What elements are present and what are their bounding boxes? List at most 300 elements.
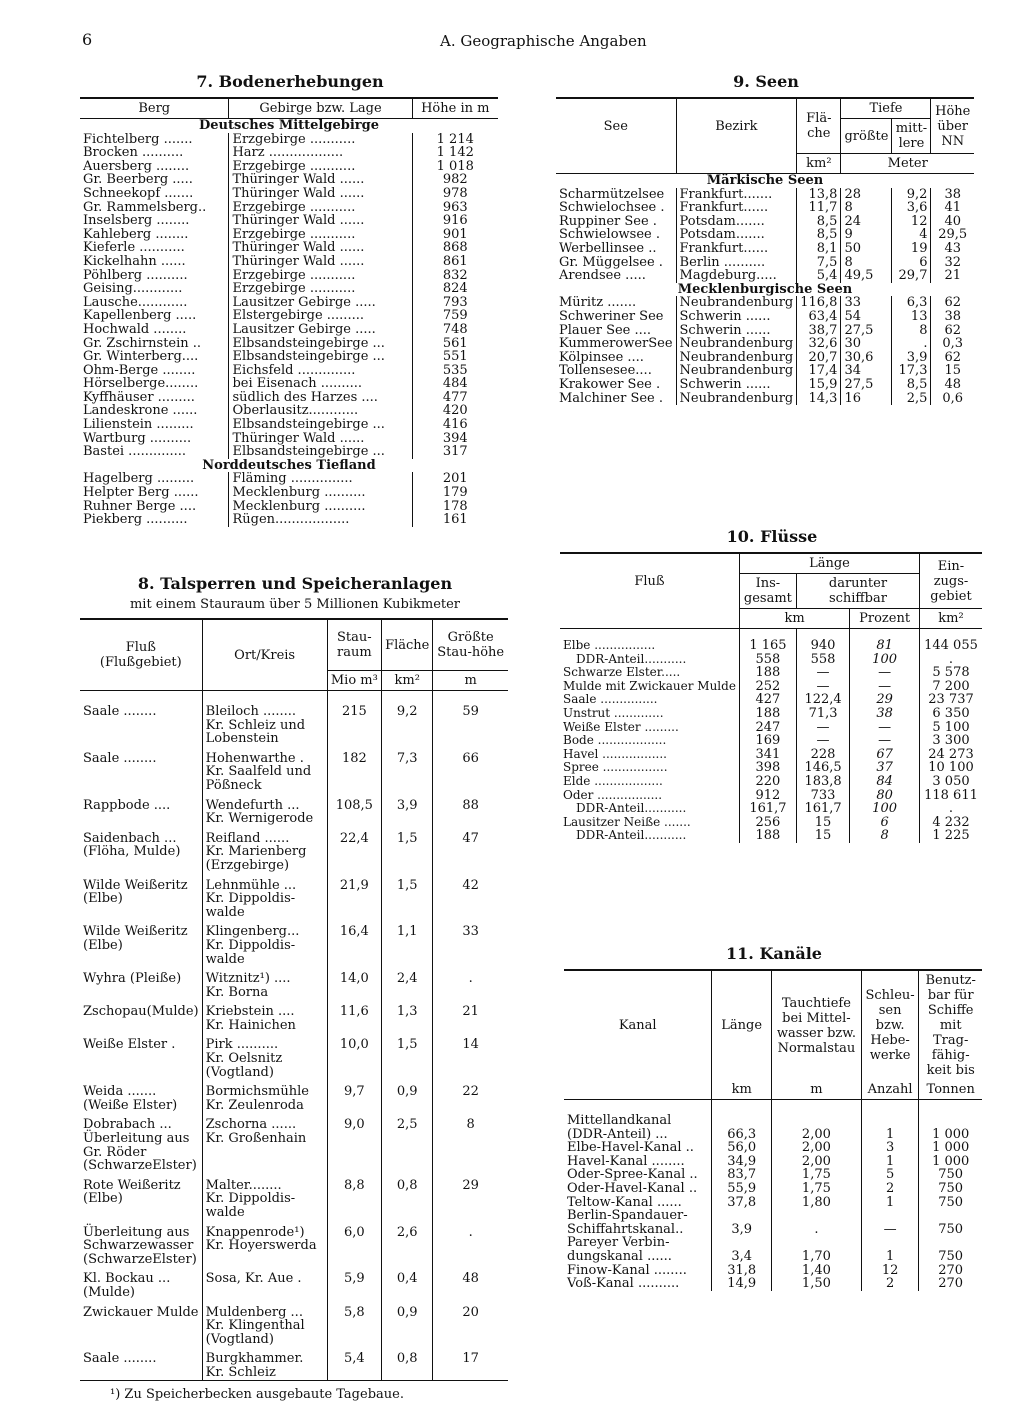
see-groesste-tiefe: 30 <box>841 337 892 351</box>
kanal-tauchtiefe: 2,00 <box>771 1100 861 1142</box>
see-hoehe-nn: 32 <box>944 254 961 270</box>
talsperre-flaeche: 2,5 <box>382 1112 433 1172</box>
see-groesste-tiefe: 49,5 <box>841 269 892 283</box>
talsperre-fluss-line: Saale ........ <box>83 1351 157 1367</box>
see-bezirk: Neubrandenburg <box>676 296 797 310</box>
table-row <box>556 269 974 283</box>
table-row <box>80 432 498 446</box>
fluss-name: DDR-Anteil........... <box>560 653 739 667</box>
table-row <box>560 707 982 721</box>
talsperre-ort-line: Kr. Klingenthal <box>205 1318 305 1334</box>
fluss-name: DDR-Anteil........... <box>560 802 739 816</box>
talsperre-fluss <box>80 1112 202 1172</box>
see-name: Scharmützelsee <box>556 188 676 202</box>
talsperre-stauhoehe: . <box>468 971 473 987</box>
see-groesste-tiefe: 33 <box>841 296 892 310</box>
talsperre-ort <box>202 873 327 920</box>
table-row <box>80 418 498 432</box>
table-row <box>80 404 498 418</box>
kanal-laenge: 55,9 <box>712 1182 772 1196</box>
see-hoehe-nn: 38 <box>944 186 961 202</box>
talsperre-fluss <box>80 1300 202 1347</box>
see-groesste-tiefe: 8 <box>841 256 892 270</box>
see-mittlere-tiefe: 6,3 <box>892 296 931 310</box>
kanal-name-line: Berlin-Spandauer- <box>567 1208 688 1224</box>
see-groesste-tiefe: 24 <box>841 215 892 229</box>
berg-hoehe: 394 <box>412 432 498 446</box>
talsperre-fluss-line: (Mulde) <box>83 1284 135 1300</box>
fluss-laenge-schiffbar: 71,3 <box>796 707 849 721</box>
fluss-laenge-schiffbar: 228 <box>796 748 849 762</box>
col-header-schleusen: Schleu-sen bzw. Hebe-werke <box>861 970 919 1080</box>
berg-hoehe: 201 <box>412 472 498 486</box>
table-row <box>556 215 974 229</box>
talsperre-stauhoehe: 48 <box>462 1271 479 1287</box>
talsperre-fluss-line: Saale ........ <box>83 750 157 766</box>
fluss-laenge-schiffbar: 733 <box>796 789 849 803</box>
talsperre-stauhoehe: 14 <box>462 1037 479 1053</box>
table-row <box>80 323 498 337</box>
berg-hoehe: 561 <box>412 337 498 351</box>
berg-name: Gr. Beerberg ..... <box>83 172 193 188</box>
kanal-tonnen: 1 000 <box>932 1140 970 1156</box>
see-hoehe-nn: 62 <box>944 322 961 338</box>
see-groesste-tiefe: 8 <box>841 201 892 215</box>
group-header: Mecklenburgische Seen <box>677 281 853 297</box>
table-row <box>80 691 508 746</box>
see-groesste-tiefe: 54 <box>841 310 892 324</box>
fluss-laenge-schiffbar: — <box>796 680 849 694</box>
table-row <box>80 486 498 500</box>
see-flaeche: 14,3 <box>797 392 841 406</box>
berg-name: Schneekopf ....... <box>83 185 194 201</box>
talsperre-ort <box>202 1032 327 1079</box>
berg-lage: Mecklenburg .......... <box>229 486 412 500</box>
talsperre-fluss-line: Schwarzewasser <box>83 1238 194 1254</box>
table-row <box>560 789 982 803</box>
talsperre-stauhoehe: 42 <box>462 877 479 893</box>
unit-meter: Meter <box>841 154 974 174</box>
talsperre-ort-line: Muldenberg ... <box>205 1304 303 1320</box>
talsperre-fluss-line: Zschopau(Mulde) <box>83 1004 199 1020</box>
table-row <box>564 1209 982 1236</box>
kanal-laenge: 31,8 <box>712 1264 772 1278</box>
talsperre-stauraum: 9,7 <box>327 1079 381 1112</box>
talsperre-stauraum: 10,0 <box>327 1032 381 1079</box>
talsperre-ort <box>202 1173 327 1220</box>
kanal-name <box>564 1264 712 1278</box>
table-row <box>80 1220 508 1267</box>
talsperre-ort-line: Pirk .......... <box>205 1037 279 1053</box>
table-row <box>80 296 498 310</box>
talsperre-fluss <box>80 999 202 1032</box>
see-name: Plauer See .... <box>556 324 676 338</box>
see-bezirk: Neubrandenburg <box>676 351 797 365</box>
fluesse-table <box>560 552 982 843</box>
section-bodenerhebungen <box>80 72 500 527</box>
berg-lage: Elbsandsteingebirge ... <box>229 350 412 364</box>
talsperre-stauhoehe: 22 <box>462 1084 479 1100</box>
talsperre-fluss-line: Weida ....... <box>83 1084 157 1100</box>
talsperre-ort-line: Kr. Dippoldis- <box>205 937 296 953</box>
kanal-name-line: Oder-Spree-Kanal .. <box>567 1167 698 1183</box>
talsperre-flaeche: 1,1 <box>382 919 433 966</box>
table-row <box>80 241 498 255</box>
berg-lage: Erzgebirge ........... <box>229 133 412 147</box>
group-header: Märkische Seen <box>706 173 824 188</box>
see-hoehe-nn: 41 <box>944 200 961 216</box>
berg-lage: Thüringer Wald ...... <box>229 255 412 269</box>
table-row <box>80 391 498 405</box>
see-hoehe-nn: 21 <box>944 268 961 284</box>
see-name: Malchiner See . <box>556 392 676 406</box>
talsperre-ort-line: Kr. Saalfeld und <box>205 764 312 780</box>
unit-m: m <box>771 1080 861 1100</box>
berg-name: Fichtelberg ....... <box>83 131 193 147</box>
talsperre-ort-line: Kriebstein .... <box>205 1004 295 1020</box>
see-mittlere-tiefe: 12 <box>892 215 931 229</box>
talsperre-flaeche: 0,9 <box>382 1300 433 1347</box>
table-row <box>564 1236 982 1263</box>
talsperre-stauraum: 14,0 <box>327 966 381 999</box>
table-row <box>80 1079 508 1112</box>
col-header-stauraum: Stau-raum <box>327 619 381 671</box>
berg-hoehe: 1 142 <box>412 146 498 160</box>
talsperre-fluss <box>80 746 202 793</box>
unit-flaeche: km² <box>382 671 433 691</box>
fluss-einzugsgebiet: 3 300 <box>932 733 970 749</box>
kanal-schleusen: 1 <box>861 1155 919 1169</box>
table-row <box>80 146 498 160</box>
kanal-laenge: 14,9 <box>712 1277 772 1291</box>
talsperre-ort-line: Kr. Hainichen <box>205 1017 296 1033</box>
talsperre-ort-line: Kr. Wernigerode <box>205 811 314 827</box>
talsperre-ort <box>202 919 327 966</box>
kanal-tauchtiefe: 1,70 <box>771 1236 861 1263</box>
talsperre-ort-line: Kr. Großenhain <box>205 1131 307 1147</box>
berg-name: Pöhlberg .......... <box>83 267 188 283</box>
see-name: Krakower See . <box>556 378 676 392</box>
table-row <box>560 802 982 816</box>
fluss-einzugsgebiet: 5 100 <box>932 719 970 735</box>
berg-name: Lausche............ <box>83 294 188 310</box>
col-header-ort: Ort/Kreis <box>202 619 327 691</box>
talsperre-fluss-line: Weiße Elster . <box>83 1037 176 1053</box>
talsperre-flaeche: 1,5 <box>382 1032 433 1079</box>
see-name: Gr. Müggelsee . <box>556 256 676 270</box>
talsperre-fluss <box>80 826 202 873</box>
col-header-fluss: Fluß (Flußgebiet) <box>80 619 202 691</box>
see-bezirk: Frankfurt...... <box>676 201 797 215</box>
kanal-laenge: 83,7 <box>712 1168 772 1182</box>
col-header-insgesamt: Ins-gesamt <box>739 574 796 609</box>
fluss-schiffbar-prozent: 80 <box>850 789 920 803</box>
berg-lage: Erzgebirge ........... <box>229 228 412 242</box>
table-row <box>556 201 974 215</box>
berg-hoehe: 178 <box>412 500 498 514</box>
kanal-tonnen: 270 <box>938 1276 964 1292</box>
unit-see-blank <box>556 154 676 174</box>
table-row <box>556 256 974 270</box>
table-row <box>80 746 508 793</box>
kanal-laenge: 37,8 <box>712 1196 772 1210</box>
kanal-name-line: Elbe-Havel-Kanal .. <box>567 1140 694 1156</box>
fluss-name: Unstrut ............. <box>560 707 739 721</box>
berg-lage: Erzgebirge ........... <box>229 160 412 174</box>
see-hoehe-nn: 38 <box>944 308 961 324</box>
talsperre-stauraum: 5,8 <box>327 1300 381 1347</box>
fluss-name: Bode .................. <box>560 734 739 748</box>
berg-name: Kieferle ........... <box>83 240 185 256</box>
talsperre-stauraum: 215 <box>327 691 381 746</box>
berg-name: Hörselberge........ <box>83 376 199 392</box>
see-mittlere-tiefe: 8,5 <box>892 378 931 392</box>
col-header-stauhoehe: Größte Stau-höhe <box>437 630 505 660</box>
berg-name: Brocken .......... <box>83 145 184 161</box>
table-row <box>556 296 974 310</box>
kanal-schleusen: 1 <box>861 1236 919 1263</box>
kanal-tauchtiefe: . <box>771 1209 861 1236</box>
kanal-schleusen: 12 <box>861 1264 919 1278</box>
fluss-laenge-insgesamt: 252 <box>739 680 796 694</box>
berg-name: Gr. Zschirnstein .. <box>83 335 202 351</box>
berg-lage: Erzgebirge ........... <box>229 201 412 215</box>
talsperre-ort-line: Sosa, Kr. Aue . <box>205 1271 302 1287</box>
table-row <box>80 999 508 1032</box>
kanal-name <box>564 1168 712 1182</box>
berg-lage: Rügen.................. <box>229 513 412 527</box>
col-header-bezirk: Bezirk <box>676 98 797 154</box>
see-bezirk: Potsdam....... <box>676 228 797 242</box>
fluss-schiffbar-prozent: 6 <box>850 816 920 830</box>
talsperre-stauhoehe: 8 <box>466 1117 475 1133</box>
talsperre-flaeche: 1,3 <box>382 999 433 1032</box>
berg-name: Kahleberg ........ <box>83 226 189 242</box>
table-row <box>80 793 508 826</box>
footnote: ¹) Zu Speicherbecken ausgebaute Tagebaue. <box>110 1386 404 1402</box>
group-header: Deutsches Mittelgebirge <box>199 118 379 133</box>
page-header: A. Geographische Angaben <box>440 32 647 50</box>
talsperre-ort-line: Lobenstein <box>205 731 279 747</box>
fluss-name: Elde .................. <box>560 775 739 789</box>
talsperre-stauraum: 8,8 <box>327 1173 381 1220</box>
berg-lage: Elstergebirge ......... <box>229 309 412 323</box>
fluss-laenge-insgesamt: 220 <box>739 775 796 789</box>
berg-hoehe: 551 <box>412 350 498 364</box>
fluss-laenge-insgesamt: 161,7 <box>739 802 796 816</box>
see-hoehe-nn: 48 <box>944 376 961 392</box>
see-hoehe-nn: 0,3 <box>942 336 964 352</box>
section-talsperren <box>80 574 510 1402</box>
talsperre-fluss-line: Überleitung aus <box>83 1131 190 1147</box>
talsperre-fluss <box>80 966 202 999</box>
kanal-tonnen: 1 000 <box>932 1126 970 1142</box>
table-row <box>560 666 982 680</box>
fluss-laenge-schiffbar: — <box>796 721 849 735</box>
see-mittlere-tiefe: 9,2 <box>892 188 931 202</box>
see-flaeche: 5,4 <box>797 269 841 283</box>
seen-table <box>556 97 974 405</box>
see-bezirk: Magdeburg..... <box>676 269 797 283</box>
section-title: 9. Seen <box>733 72 799 91</box>
kanal-name <box>564 1196 712 1210</box>
unit-bezirk-blank <box>676 154 797 174</box>
table-row <box>80 919 508 966</box>
talsperre-stauhoehe: 47 <box>462 830 479 846</box>
berg-lage: Thüringer Wald ...... <box>229 432 412 446</box>
fluss-name: Havel ................. <box>560 748 739 762</box>
col-header-mittlere: mitt-lere <box>892 119 931 154</box>
see-flaeche: 17,4 <box>797 364 841 378</box>
group-header: Norddeutsches Tiefland <box>202 457 376 473</box>
talsperre-fluss-line: Rote Weißeritz <box>83 1177 181 1193</box>
talsperren-body <box>80 691 508 1381</box>
talsperre-stauraum: 9,0 <box>327 1112 381 1172</box>
berg-lage: Thüringer Wald ...... <box>229 241 412 255</box>
berg-hoehe: 317 <box>412 445 498 459</box>
talsperre-ort-line: Bormichsmühle <box>205 1084 309 1100</box>
berg-name: Wartburg .......... <box>83 430 192 446</box>
talsperre-stauhoehe: 17 <box>462 1351 479 1367</box>
see-flaeche: 116,8 <box>797 296 841 310</box>
section-subtitle: mit einem Stauraum über 5 Millionen Kubikmeter <box>129 597 461 612</box>
fluss-schiffbar-prozent: 8 <box>850 829 920 843</box>
kanal-schleusen: 3 <box>861 1141 919 1155</box>
berg-lage: Fläming ............... <box>229 472 412 486</box>
berg-hoehe: 748 <box>412 323 498 337</box>
berg-hoehe: 824 <box>412 282 498 296</box>
col-header-berg: Berg <box>80 98 229 119</box>
fluss-laenge-insgesamt: 169 <box>739 734 796 748</box>
talsperre-ort-line: walde <box>205 904 245 920</box>
see-groesste-tiefe: 27,5 <box>841 324 892 338</box>
talsperre-fluss-line: (Flöha, Mulde) <box>83 844 181 860</box>
fluss-laenge-schiffbar: 122,4 <box>796 693 849 707</box>
fluss-schiffbar-prozent: 67 <box>850 748 920 762</box>
see-groesste-tiefe: 34 <box>841 364 892 378</box>
section-title: 8. Talsperren und Speicheranlagen <box>137 574 453 593</box>
col-header-tauchtiefe: Tauchtiefe bei Mittel-wasser bzw. Normalstau <box>771 970 861 1080</box>
berg-hoehe: 535 <box>412 364 498 378</box>
see-bezirk: Frankfurt....... <box>676 188 797 202</box>
fluss-laenge-schiffbar: — <box>796 666 849 680</box>
see-flaeche: 38,7 <box>797 324 841 338</box>
fluss-laenge-schiffbar: 15 <box>796 829 849 843</box>
see-hoehe-nn: 62 <box>944 295 961 311</box>
seen-body <box>556 174 974 406</box>
page-number: 6 <box>82 30 93 49</box>
talsperre-stauraum: 5,9 <box>327 1266 381 1299</box>
kanal-schleusen: 1 <box>861 1196 919 1210</box>
talsperre-stauraum: 21,9 <box>327 873 381 920</box>
fluss-laenge-insgesamt: 341 <box>739 748 796 762</box>
fluss-laenge-insgesamt: 912 <box>739 789 796 803</box>
berg-hoehe: 416 <box>412 418 498 432</box>
fluss-schiffbar-prozent: — <box>850 721 920 735</box>
talsperre-ort-line: Hohenwarthe . <box>205 750 304 766</box>
see-groesste-tiefe: 30,6 <box>841 351 892 365</box>
berg-hoehe: 832 <box>412 269 498 283</box>
table-row <box>80 472 498 486</box>
berg-hoehe: 901 <box>412 228 498 242</box>
talsperre-stauraum: 6,0 <box>327 1220 381 1267</box>
fluss-einzugsgebiet: 10 100 <box>928 760 974 776</box>
talsperre-ort <box>202 1112 327 1172</box>
table-row <box>80 500 498 514</box>
berg-hoehe: 477 <box>412 391 498 405</box>
see-bezirk: Frankfurt...... <box>676 242 797 256</box>
talsperre-stauhoehe: 29 <box>462 1177 479 1193</box>
see-groesste-tiefe: 28 <box>841 188 892 202</box>
col-header-hoehe: Höhe in m <box>421 101 490 116</box>
talsperre-flaeche: 0,4 <box>382 1266 433 1299</box>
fluss-einzugsgebiet: 1 225 <box>932 828 970 844</box>
table-row <box>80 1173 508 1220</box>
table-row <box>80 873 508 920</box>
talsperre-fluss-line: Wyhra (Pleiße) <box>83 971 182 987</box>
fluss-name: Weiße Elster ......... <box>560 721 739 735</box>
table-row <box>80 133 498 147</box>
berg-lage: Erzgebirge ........... <box>229 282 412 296</box>
table-row <box>560 829 982 843</box>
fluss-schiffbar-prozent: 38 <box>850 707 920 721</box>
berg-lage: Lausitzer Gebirge ..... <box>229 323 412 337</box>
berg-name: Kickelhahn ...... <box>83 253 186 269</box>
berg-name: Ruhner Berge .... <box>83 498 197 514</box>
berg-lage: Lausitzer Gebirge ..... <box>229 296 412 310</box>
berg-hoehe: 484 <box>412 377 498 391</box>
kanal-tonnen: 750 <box>938 1167 964 1183</box>
see-bezirk: Neubrandenburg <box>676 337 797 351</box>
talsperre-fluss <box>80 1173 202 1220</box>
table-row <box>80 173 498 187</box>
table-row <box>560 653 982 667</box>
see-bezirk: Schwerin ...... <box>676 378 797 392</box>
table-row <box>560 629 982 653</box>
kanal-tonnen: 750 <box>938 1194 964 1210</box>
section-title: 11. Kanäle <box>726 944 822 963</box>
talsperre-flaeche: 2,6 <box>382 1220 433 1267</box>
table-row <box>80 337 498 351</box>
fluss-einzugsgebiet: . <box>948 801 954 817</box>
see-name: Werbellinsee .. <box>556 242 676 256</box>
see-hoehe-nn: 40 <box>944 213 961 229</box>
see-groesste-tiefe: 9 <box>841 228 892 242</box>
kanal-schleusen: — <box>861 1209 919 1236</box>
talsperre-stauraum: 16,4 <box>327 919 381 966</box>
kanal-name <box>564 1277 712 1291</box>
table-row <box>80 826 508 873</box>
fluss-schiffbar-prozent: 81 <box>850 629 920 653</box>
table-row <box>564 1196 982 1210</box>
fluss-einzugsgebiet: 23 737 <box>928 692 974 708</box>
kanal-laenge: 34,9 <box>712 1155 772 1169</box>
fluss-schiffbar-prozent: 37 <box>850 761 920 775</box>
fluss-einzugsgebiet: 118 611 <box>924 787 978 803</box>
fluss-laenge-insgesamt: 188 <box>739 707 796 721</box>
talsperre-fluss <box>80 1266 202 1299</box>
table-row <box>80 269 498 283</box>
section-title: 10. Flüsse <box>726 527 818 546</box>
see-name: Kölpinsee .... <box>556 351 676 365</box>
talsperre-ort <box>202 999 327 1032</box>
berg-lage: Elbsandsteingebirge ... <box>229 445 412 459</box>
talsperre-fluss <box>80 1220 202 1267</box>
talsperre-stauhoehe: 59 <box>462 704 479 719</box>
kanal-name <box>564 1141 712 1155</box>
talsperre-ort-line: (Erzgebirge) <box>205 857 290 873</box>
talsperren-table <box>80 618 508 1381</box>
